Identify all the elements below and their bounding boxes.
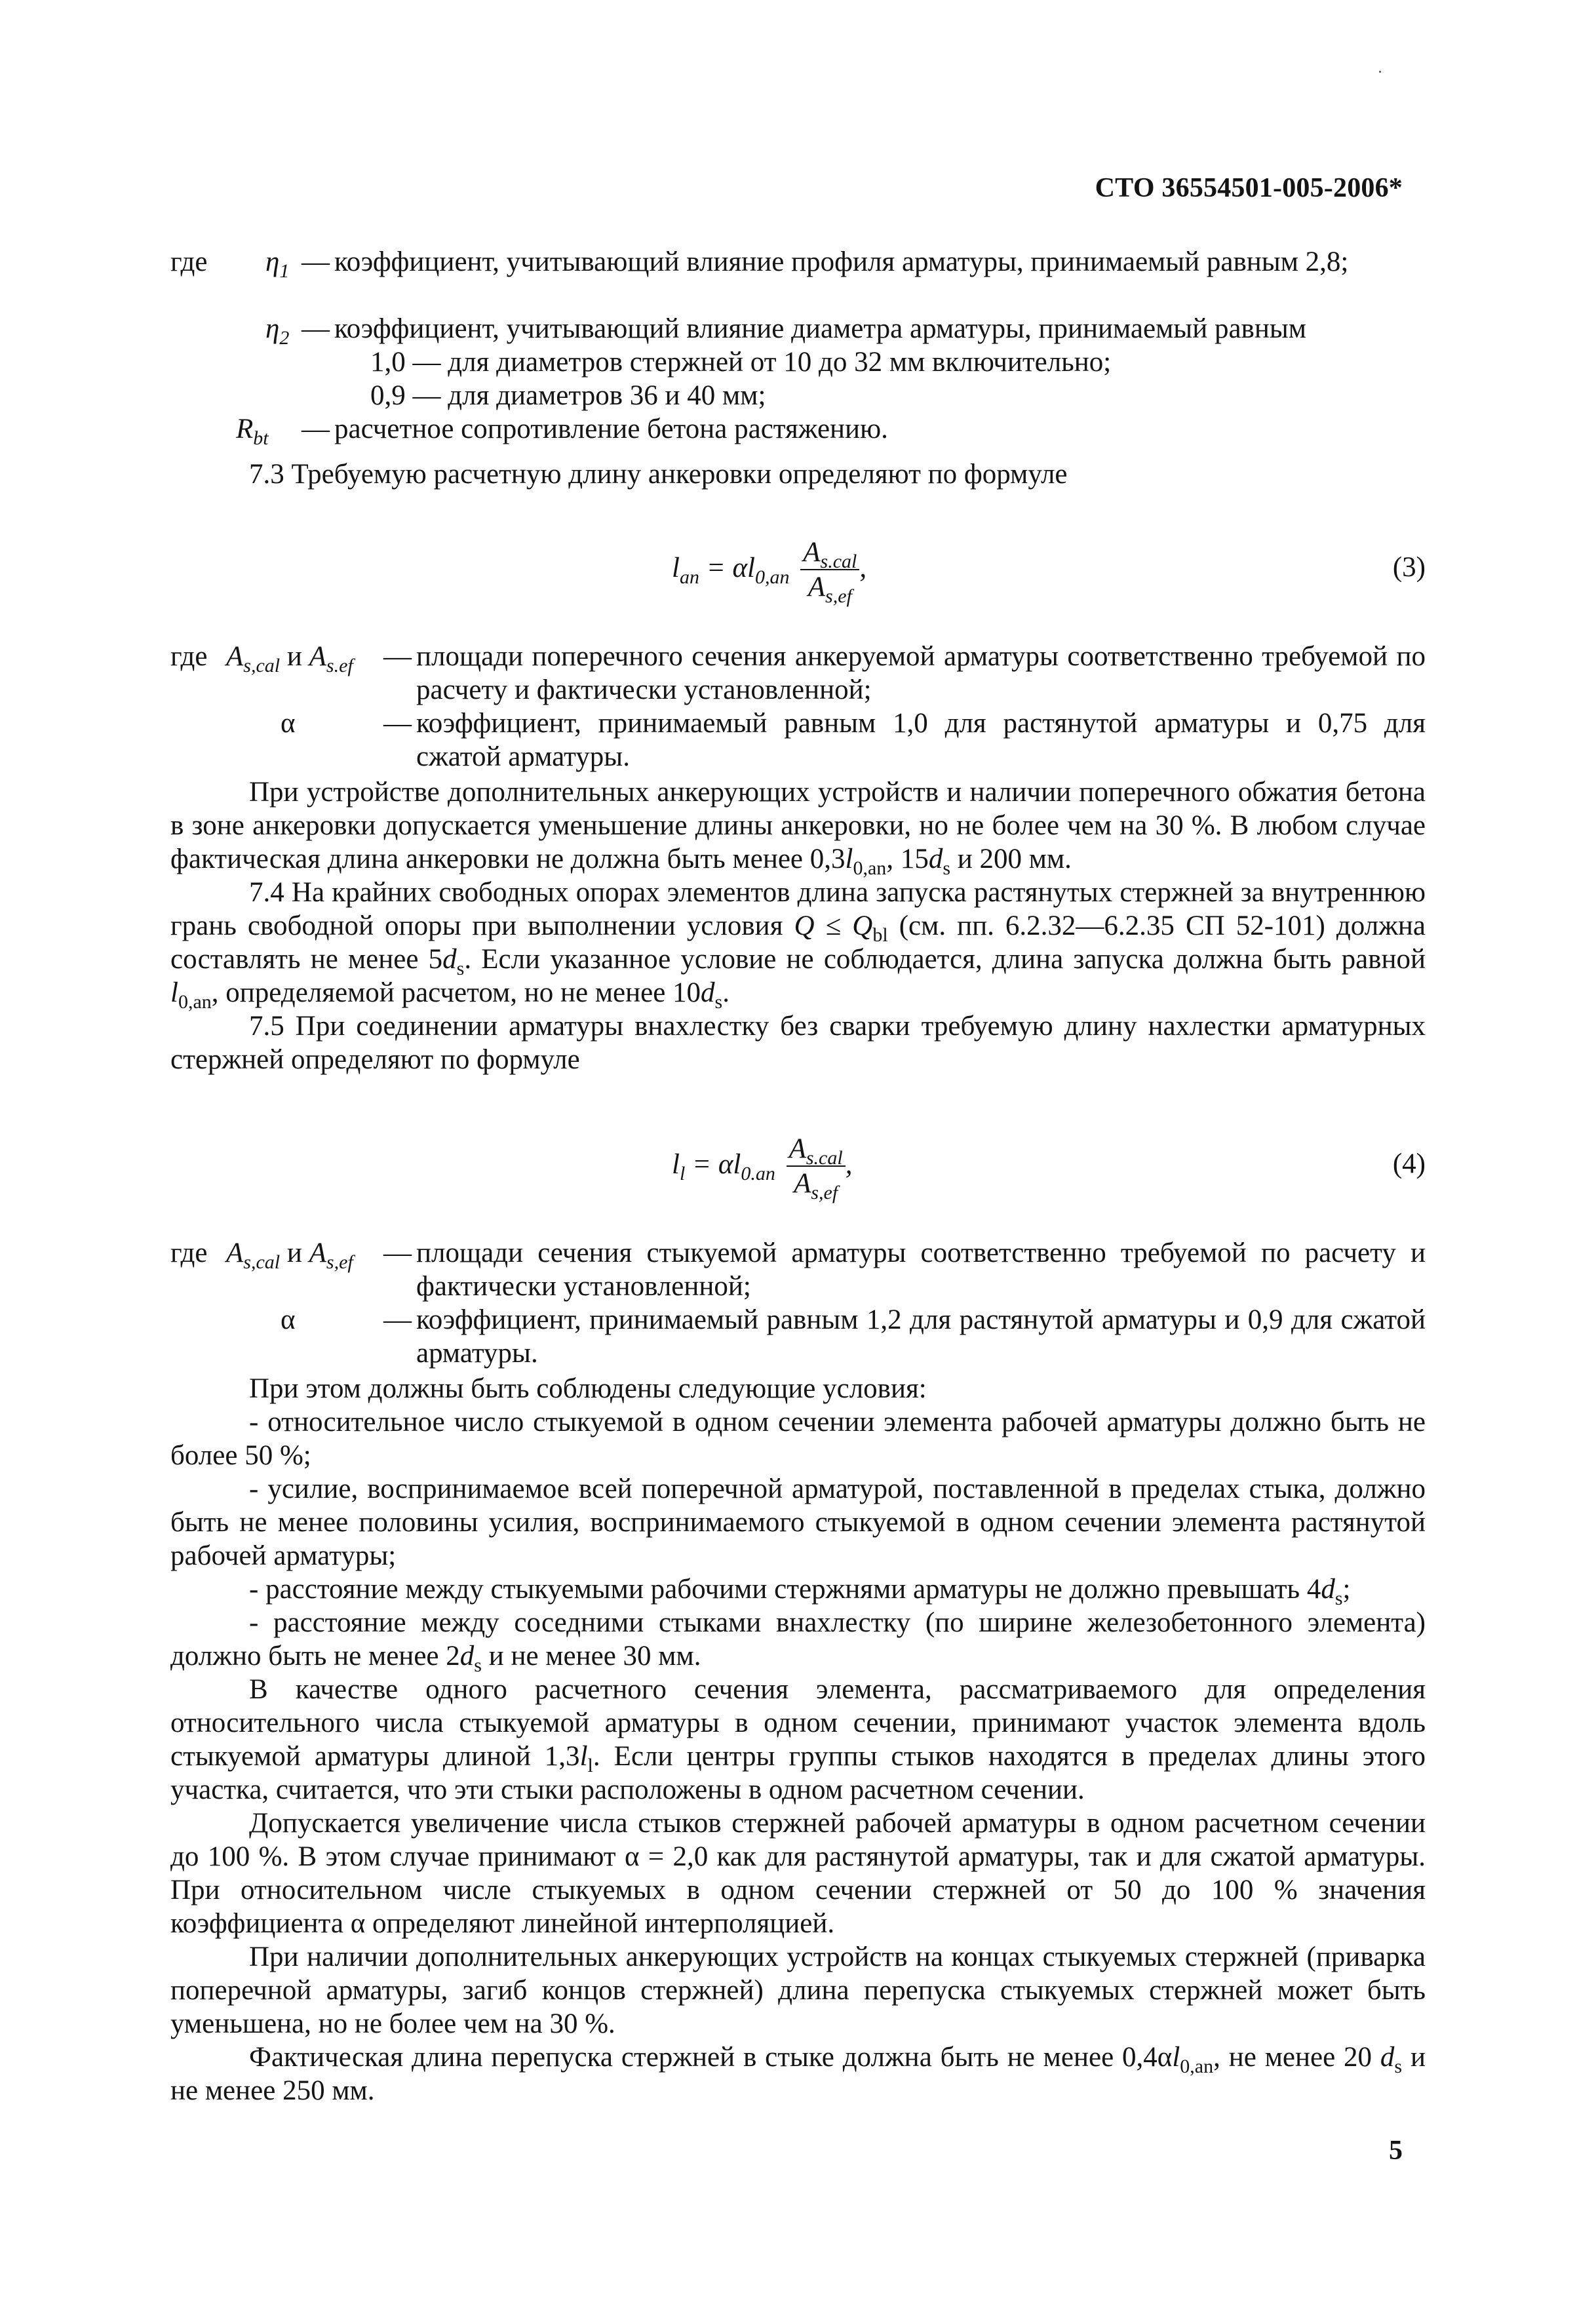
- rbt-text: расчетное сопротивление бетона растяжению.: [334, 414, 888, 444]
- anchorage-reduction-paragraph: При устройстве дополнительных анкерующих устройств и наличии поперечного обжатия бетона в зоне анкеровки допускается уменьшение длины анкеровки, но не более чем на 30 %. В любом случае фактическая длина анкеровки не должна быть менее $0,3l_{0,an}$, $15d_s$ и 200 мм.: [170, 777, 1426, 879]
- section-7-4-paragraph: 7.4 На крайних свободных опорах элементов длина запуска растянутых стержней за внутреннюю грань свободной опоры при выполнении условия $Q \le Q_{bl}$ (см. пп. 6.2.32—6.2.35 СП 52-101) должна составлять не менее $5d_s$. Если указанное условие не соблюдается, длина запуска должна быть равной $l_{0,an}$, определяемой расчетом, но не менее $10d_s$.: [170, 877, 1426, 1013]
- formula-3-number: (3): [1392, 552, 1426, 583]
- dash: —: [302, 313, 330, 344]
- scan-speck: [1379, 71, 1381, 73]
- definitions-top: [170, 245, 1426, 461]
- eta2-text: коэффициент, учитывающий влияние диаметра арматуры, принимаемый равным: [334, 313, 1306, 344]
- condition-4: - расстояние между соседними стыками внахлестку (по ширине железобетонного элемента) должно быть не менее $2d_s$ и не менее 30 мм.: [170, 1607, 1426, 1676]
- alpha-symbol: α: [281, 1304, 296, 1335]
- def-rbt: [170, 412, 1426, 449]
- as-definition-text: площади поперечного сечения анкеруемой арматуры соответственно требуемой по расчету и фактически установленной;: [416, 641, 1426, 705]
- def-eta2: [170, 312, 1426, 349]
- section-7-5-body: [170, 1372, 1426, 2107]
- eta1-text: коэффициент, учитывающий влияние профиля арматуры, принимаемый равным 2,8;: [334, 246, 1349, 277]
- eta1-symbol: $\eta_1$: [265, 246, 290, 282]
- increase-joints-paragraph: Допускается увеличение числа стыков стержней рабочей арматуры в одном расчетном сечении до 100 %. В этом случае принимают α = 2,0 как для растянутой арматуры, так и для сжатой арматуры. При относительном числе стыкуемых в одном сечении стержней от 50 до 100 % значения коэффициента α определяют линейной интерполяцией.: [170, 1808, 1426, 1939]
- condition-1: - относительное число стыкуемой в одном сечении элемента рабочей арматуры должно быть не более 50 %;: [170, 1407, 1426, 1471]
- section-7-5-definitions: [170, 1236, 1426, 1370]
- alpha-definition-text: коэффициент, принимаемый равным 1,0 для растянутой арматуры и 0,75 для сжатой арматуры.: [416, 708, 1426, 772]
- dash: —: [302, 414, 330, 444]
- where-label: где: [170, 1238, 208, 1268]
- condition-2: - усилие, воспринимаемое всей поперечной арматурой, поставленной в пределах стыка, должно быть не менее половины усилия, воспринимаемого стыкуемой в одном сечении элемента растянутой рабочей арматуры;: [170, 1474, 1426, 1571]
- section-7-3-definitions: [170, 640, 1426, 773]
- alpha-definition-text: коэффициент, принимаемый равным 1,2 для растянутой арматуры и 0,9 для сжатой арматуры.: [416, 1304, 1426, 1369]
- def-eta1: [170, 245, 1426, 282]
- rbt-symbol: $R_{bt}$: [236, 414, 269, 449]
- where-label: где: [170, 246, 208, 277]
- dash: —: [383, 708, 412, 739]
- as-symbols: $A_{s,cal}$ и $A_{s.ef}$: [226, 641, 353, 676]
- formula-3-expression: $l_{an} = \alpha l_{0,an}$ $\frac{A_{s.cal}}{A_{s,ef}}$ ,: [672, 537, 867, 607]
- dash: —: [383, 1304, 412, 1335]
- eta2-option-1-text: 1,0 — для диаметров стержней от 10 до 32 мм включительно;: [370, 347, 1112, 378]
- condition-3: - расстояние между стыкуемыми рабочими стержнями арматуры не должно превышать $4d_s$;: [249, 1574, 1351, 1609]
- eta2-symbol: $\eta_2$: [265, 313, 290, 349]
- section-7-3-7-4-text: [170, 775, 1426, 1076]
- dash: —: [383, 1238, 412, 1268]
- page-number: 5: [1389, 2136, 1403, 2166]
- where-label: где: [170, 641, 208, 672]
- eta2-option-2: [170, 379, 1426, 412]
- alpha-symbol: α: [281, 708, 296, 739]
- dash: —: [383, 641, 412, 672]
- anchor-devices-paragraph: При наличии дополнительных анкерующих устройств на концах стыкуемых стержней (приварка поперечной арматуры, загиб концов стержней) длина перепуска стыкуемых стержней может быть уменьшена, но не более чем на 30 %.: [170, 1942, 1426, 2039]
- eta2-option-1: [170, 345, 1426, 379]
- formula-4: [170, 1114, 1426, 1213]
- section-7-5-intro: 7.5 При соединении арматуры внахлестку без сварки требуемую длину нахлестки арматурных стержней определяют по формуле: [170, 1011, 1426, 1075]
- eta2-option-2-text: 0,9 — для диаметров 36 и 40 мм;: [370, 380, 766, 411]
- section-7-3-intro-text: 7.3 Требуемую расчетную длину анкеровки определяют по формуле: [249, 459, 1068, 490]
- as-definition-text: площади сечения стыкуемой арматуры соответственно требуемой по расчету и фактически установленной;: [416, 1238, 1426, 1302]
- standard-code: СТО 36554501-005-2006*: [1095, 173, 1403, 203]
- section-7-3-intro: [170, 458, 1426, 491]
- formula-4-number: (4): [1392, 1148, 1426, 1179]
- as-symbols: $A_{s,cal}$ и $A_{s,ef}$: [226, 1238, 353, 1273]
- formula-4-expression: $l_l = \alpha l_{0.an}$ $\frac{A_{s.cal}}{A_{s,ef}}$ ,: [672, 1133, 853, 1203]
- conditions-intro: При этом должны быть соблюдены следующие условия:: [249, 1373, 927, 1404]
- actual-overlap-paragraph: Фактическая длина перепуска стержней в стыке должна быть не менее $0,4\alpha l_{0,an}$, не менее 20 $d_s$ и не менее 250 мм.: [170, 2042, 1426, 2106]
- calculation-section-paragraph: В качестве одного расчетного сечения элемента, рассматриваемого для определения относительного числа стыкуемой арматуры в одном сечении, принимают участок элемента вдоль стыкуемой арматуры длиной $1,3l_l$. Если центры группы стыков находятся в пределах длины этого участка, считается, что эти стыки расположены в одном расчетном сечении.: [170, 1674, 1426, 1805]
- dash: —: [302, 246, 330, 277]
- formula-3: [170, 518, 1426, 616]
